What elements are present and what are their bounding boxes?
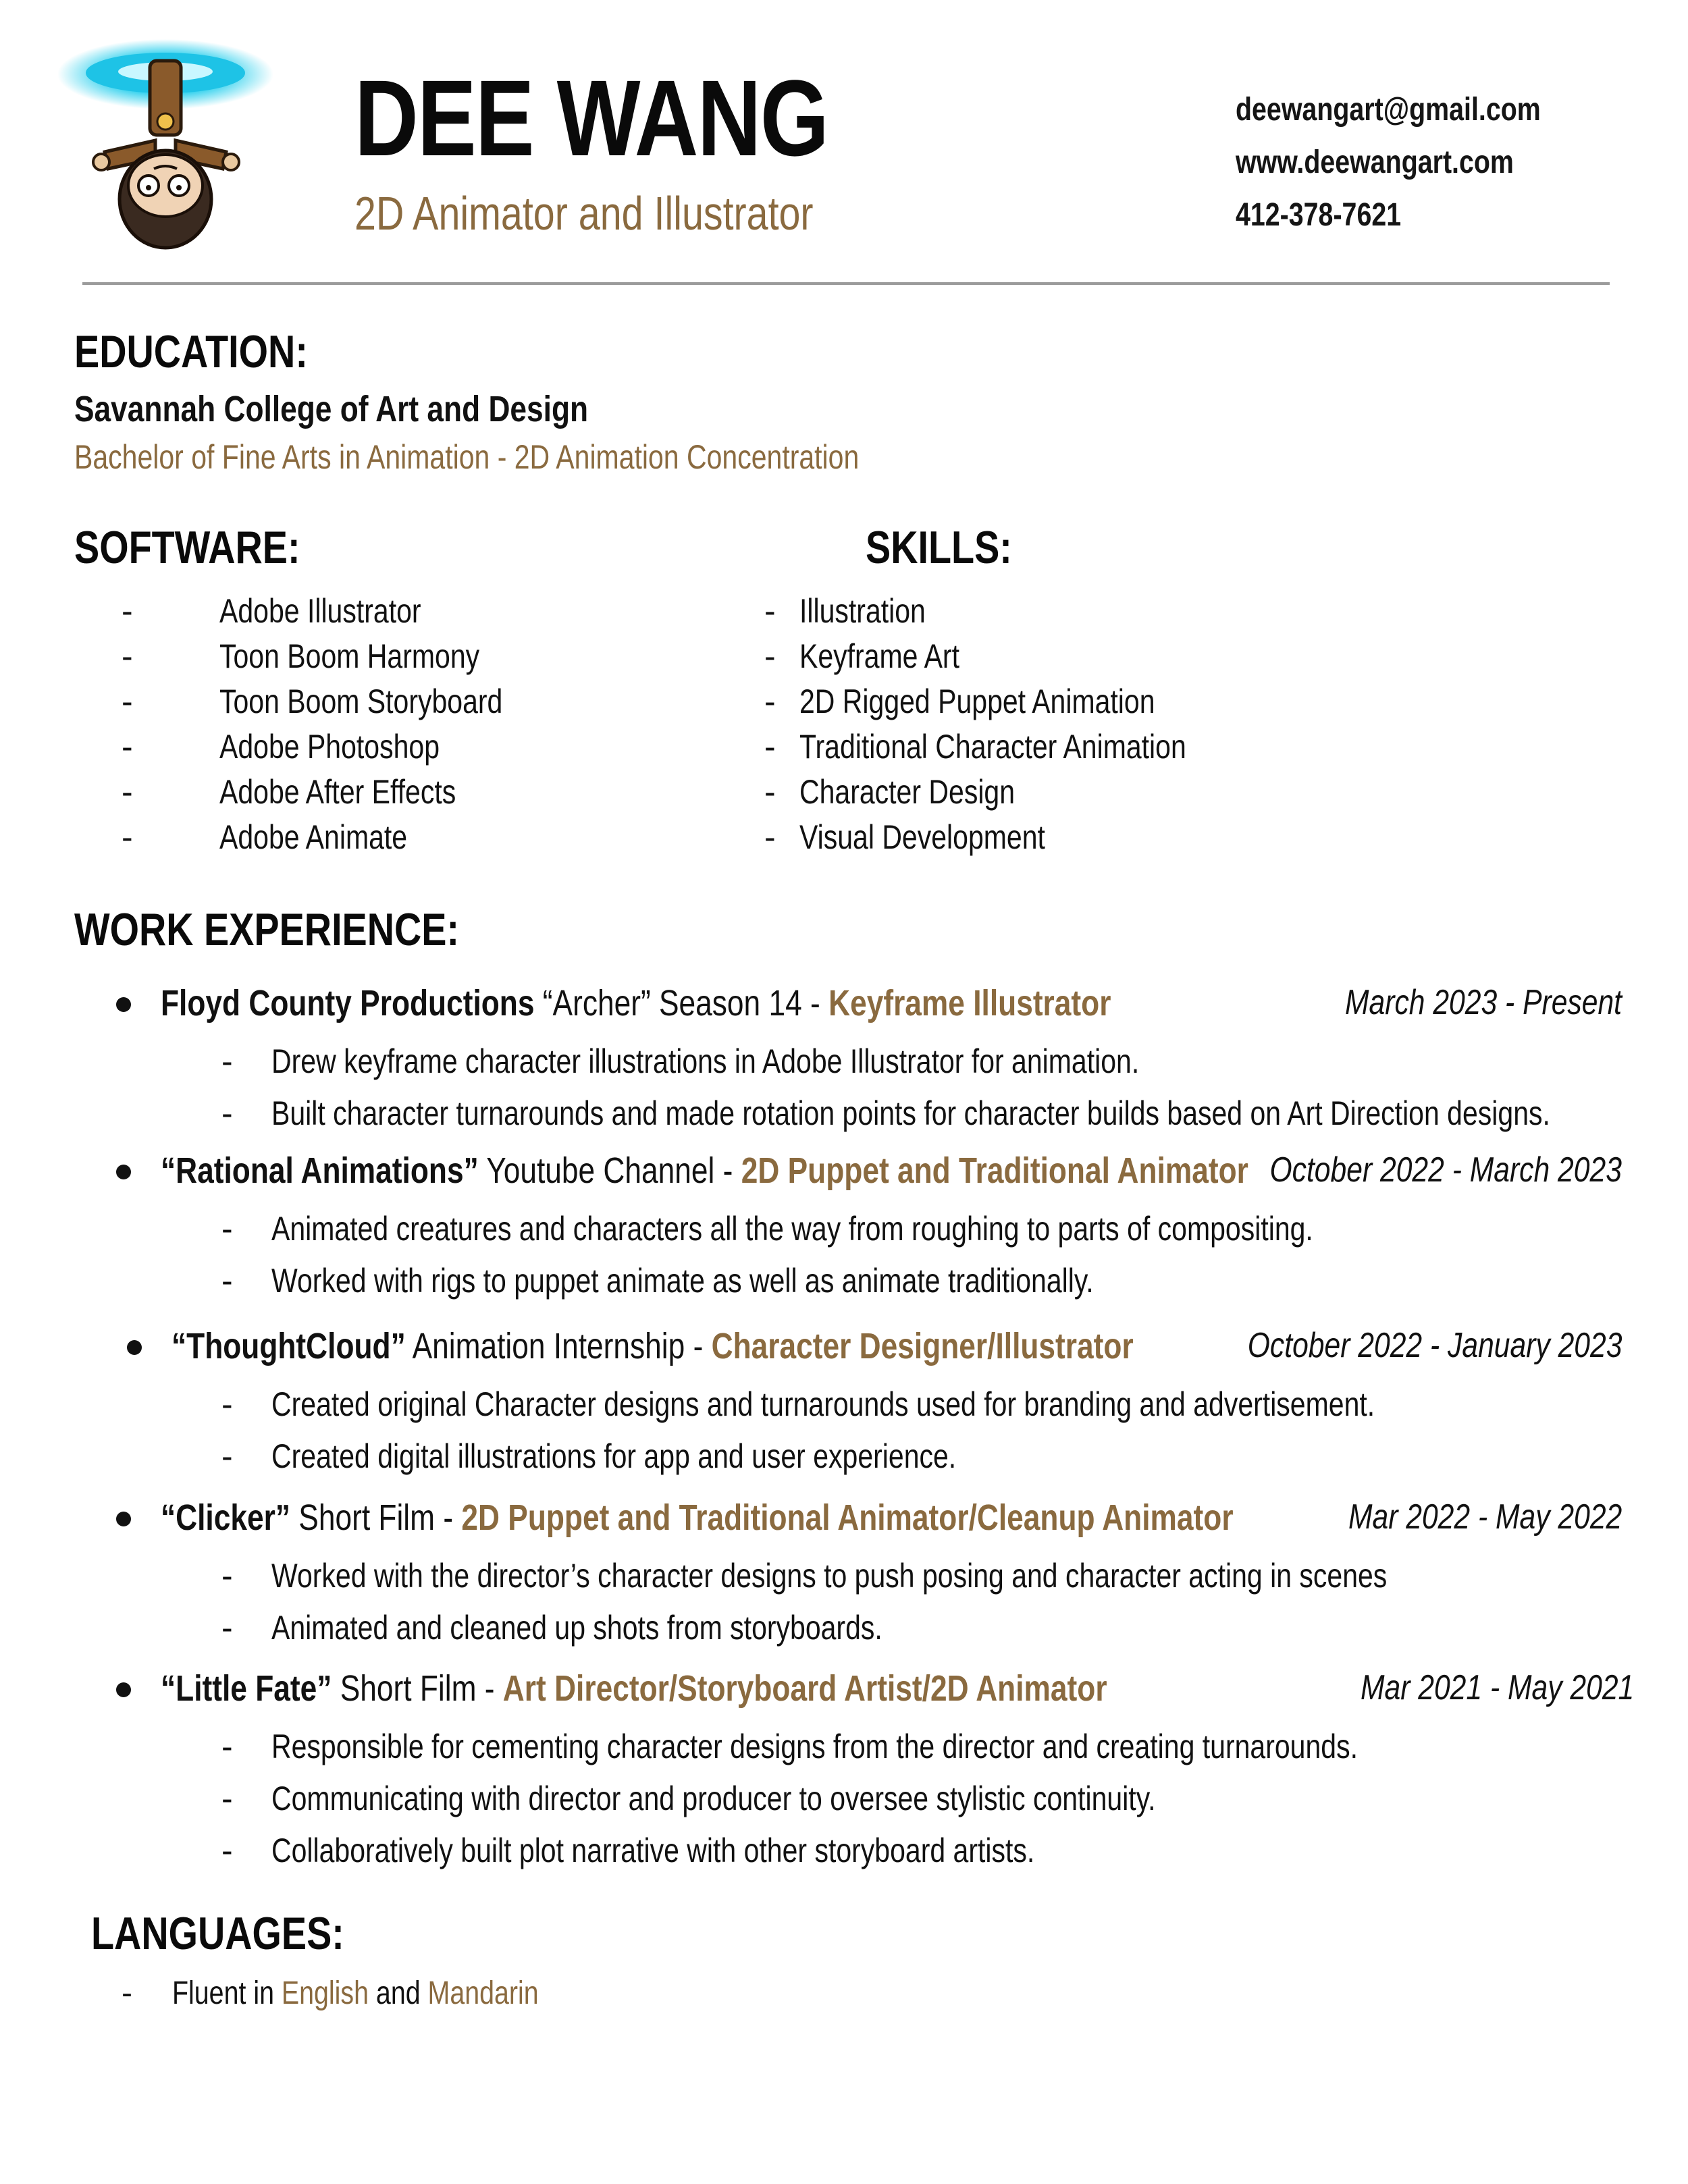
language-mandarin: Mandarin: [427, 1975, 539, 2011]
bullet-icon: [127, 1340, 142, 1355]
education-school: Savannah College of Art and Design: [74, 389, 589, 429]
bullet-icon: [116, 1512, 131, 1526]
job-heading: “Rational Animations” Youtube Channel - 2D Puppet and Traditional Animator: [161, 1150, 1248, 1191]
job-heading: “Clicker” Short Film - 2D Puppet and Traditional Animator/Cleanup Animator: [161, 1497, 1234, 1538]
job-heading: Floyd County Productions “Archer” Season 14 - Keyframe Illustrator: [161, 983, 1111, 1023]
language-english: English: [281, 1975, 369, 2011]
applicant-name: DEE WANG: [354, 57, 828, 178]
bullet-icon: [116, 997, 131, 1012]
job-date: March 2023 - Present: [1344, 983, 1622, 1022]
bullet-icon: [116, 1165, 131, 1179]
education-degree: Bachelor of Fine Arts in Animation - 2D Animation Concentration: [74, 438, 860, 476]
job-heading: “Little Fate” Short Film - Art Director/Storyboard Artist/2D Animator: [161, 1668, 1107, 1709]
job-date: October 2022 - January 2023: [1247, 1326, 1622, 1365]
applicant-title: 2D Animator and Illustrator: [354, 187, 814, 240]
job-date: Mar 2022 - May 2022: [1348, 1497, 1622, 1537]
header-divider: [82, 282, 1610, 285]
contact-phone: 412-378-7621: [1236, 197, 1402, 233]
bullet-icon: [116, 1682, 131, 1697]
experience-heading: WORK EXPERIENCE:: [74, 904, 460, 955]
skills-heading: SKILLS:: [866, 522, 1012, 573]
software-heading: SOFTWARE:: [74, 522, 300, 573]
contact-website[interactable]: www.deewangart.com: [1236, 144, 1514, 180]
avatar-illustration: [54, 34, 277, 257]
education-heading: EDUCATION:: [74, 326, 308, 377]
languages-heading: LANGUAGES:: [91, 1908, 344, 1959]
contact-email[interactable]: deewangart@gmail.com: [1236, 92, 1541, 128]
contact-block: [1236, 91, 1608, 249]
job-heading: “ThoughtCloud” Animation Internship - Character Designer/Illustrator: [172, 1326, 1134, 1366]
job-date: October 2022 - March 2023: [1269, 1150, 1622, 1190]
job-date: Mar 2021 - May 2021: [1360, 1668, 1634, 1707]
